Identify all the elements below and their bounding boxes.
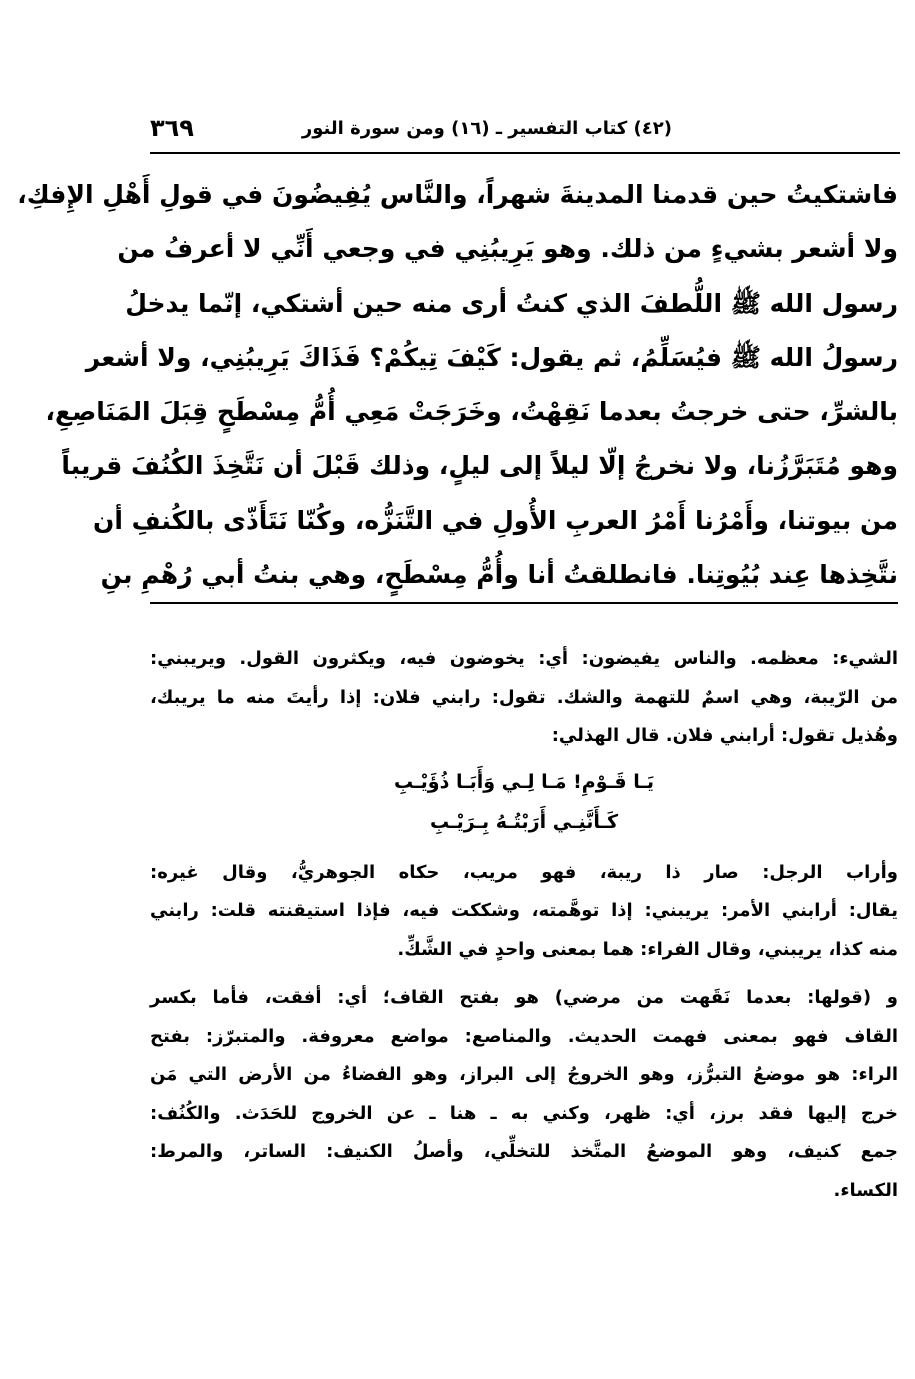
running-title: (٤٢) كتاب التفسير ـ (١٦) ومن سورة النور	[301, 118, 672, 139]
main-text-line: من بيوتنا، وأَمْرُنا أَمْرُ العربِ الأُولِ في التَّنَزُّه، وكُنّا نَتَأَذّى بالكُنفِ أن	[93, 505, 898, 535]
note-line: الشيء: معظمه. والناس يفيضون: أي: يخوضون فيه، ويكثرون القول. ويريبني:	[150, 648, 898, 669]
page-header	[150, 108, 898, 154]
note-line: من الرّيبة، وهي اسمٌ للتهمة والشك. تقول: رابني فلان: إذا رأيتَ منه ما يريبك،	[150, 686, 898, 708]
main-text-line: نتَّخِذها عِند بُيُوتِنا. فانطلقتُ أنا وأُمُّ مِسْطَحٍ، وهي بنتُ أبي رُهْمِ بنِ	[100, 560, 898, 590]
poetry-verse	[150, 756, 898, 854]
commentary-notes	[150, 640, 898, 1210]
note-line: جمع كنيف، وهو الموضعُ المتَّخذ للتخلِّي، وأصلُ الكنيف: الساتر، والمرط:	[150, 1141, 898, 1162]
main-text-line: رسولُ الله ﷺ فيُسَلِّمُ، ثم يقول: كَيْفَ تِيكُمْ؟ فَذَاكَ يَرِيبُنِي، ولا أشعر	[85, 342, 898, 372]
note-paragraph	[150, 854, 898, 970]
header-rule	[150, 152, 900, 154]
note-line: و (قولها: بعدما نَقَهت من مرضي) هو بفتح القاف؛ أي: أفقت، فأما بكسر	[150, 987, 898, 1008]
verse-line: يَـا قَـوْمِ! مَـا لِـي وَأَبَـا ذُؤَيْـبِ	[394, 770, 654, 793]
main-text-line: رسول الله ﷺ اللُّطفَ الذي كنتُ أرى منه حين أشتكي، إنّما يدخلُ	[125, 288, 898, 318]
note-line: القاف فهو بمعنى فهمت الحديث. والمناصع: مواضع معروفة. والمتبرّز: بفتح	[150, 1025, 898, 1047]
main-text-line: وهو مُتَبَرَّزُنا، ولا نخرجُ إلّا ليلاً إلى ليلٍ، وذلك قَبْلَ أن نَتَّخِذَ الكُنُفَ قريباً	[61, 451, 898, 481]
note-line: الراء: هو موضعُ التبرُّز، وهو الخروجُ إلى البراز، وهو الفضاءُ من الأرض التي مَن	[150, 1064, 898, 1085]
note-line: منه كذا، يريبني، وقال الفراء: هما بمعنى واحدٍ في الشَّكِّ.	[397, 938, 898, 960]
note-line: الكساء.	[833, 1179, 898, 1201]
note-line: وهُذيل تقول: أرابني فلان. قال الهذلي:	[551, 725, 898, 746]
footnote-separator	[150, 602, 898, 604]
note-line: يقال: أرابني الأمر: يريبني: إذا توهَّمته، وشككت فيه، فإذا استيقنته قلت: رابني	[150, 900, 898, 921]
main-text	[17, 168, 898, 602]
verse-line: كَـأَنَّنِـي أَرَبْتُـهُ بِـرَيْـبِ	[429, 810, 619, 833]
note-line: وأراب الرجل: صار ذا ريبة، فهو مريب، حكاه الجوهريُّ، وقال غيره:	[150, 861, 898, 883]
page-number: ٣٦٩	[150, 114, 194, 142]
main-text-line: ولا أشعر بشيءٍ من ذلك. وهو يَرِيبُنِي في وجعي أَنِّي لا أعرفُ من	[117, 234, 898, 264]
main-text-line: بالشرِّ، حتى خرجتُ بعدما نَقِهْتُ، وخَرَجَتْ مَعِي أُمُّ مِسْطَحٍ قِبَلَ المَنَاصِعِ،	[45, 397, 898, 427]
note-paragraph	[150, 640, 898, 756]
note-paragraph	[150, 979, 898, 1210]
paragraph-gap	[150, 969, 898, 979]
note-line: خرج إليها فقد برز، أي: ظهر، وكني به ـ هنا ـ عن الخروج للحَدَث. والكُنُف:	[150, 1102, 898, 1124]
main-text-line: فاشتكيتُ حين قدمنا المدينةَ شهراً، والنَّاس يُفِيضُونَ في قولِ أَهْلِ الإِفكِ،	[17, 180, 898, 209]
